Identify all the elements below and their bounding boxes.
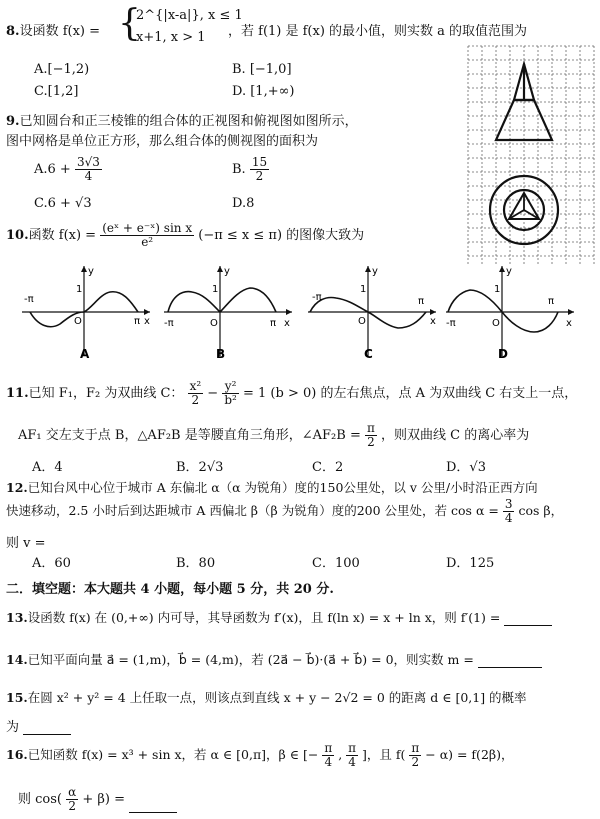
q16-line1a: 已知函数 f(x) = x³ + sin x，若 α ∈ [0,π]，β ∈ [− (27, 747, 319, 763)
q10-graph-b-label: B (216, 347, 226, 361)
q16-line1b: ]，且 f( (362, 747, 406, 763)
q9-line1-text: 已知圆台和正三棱锥的组合体的正视图和俯视图如图所示， (19, 114, 358, 129)
q10-graph-a-origin: O (74, 316, 82, 327)
q10-graph-a-x: x (144, 316, 150, 327)
section-2-header: 二．填空题：本大题共 4 小题，每小题 5 分，共 20 分. (6, 582, 334, 597)
q10-graph-d-y: y (506, 266, 512, 277)
q15-answer-blank[interactable] (23, 722, 71, 735)
q11-frac-y (222, 380, 239, 407)
q9-option-b-den: 2 (255, 169, 264, 184)
q11-option-c: C．2 (312, 460, 344, 475)
q12-option-a: A．60 (32, 556, 71, 571)
q11-number: 11. (6, 386, 29, 402)
q10-graph-d-x: x (566, 318, 572, 329)
q13-text: 设函数 f(x) 在 (0,+∞) 内可导，其导函数为 f′(x)，且 f(ln x) = x + ln x，则 f′(1) = (27, 610, 501, 625)
q13-answer-blank[interactable] (504, 613, 552, 626)
q8-case2: x+1, x > 1 (136, 30, 206, 45)
q12-line3: 则 v = (6, 536, 46, 551)
q10-graph-c-origin: O (358, 316, 366, 327)
q16-frac-pi2-den: 2 (411, 755, 420, 770)
q9-option-a-den: 4 (84, 169, 93, 184)
q11-minus: − (207, 386, 219, 402)
q9-option-a-fraction (75, 156, 102, 183)
q10-graph-b-y: y (224, 266, 230, 277)
q8-option-b: B. [−1,0] (232, 62, 292, 77)
q9-option-c: C.6 + √3 (34, 196, 92, 211)
q15-line2 (6, 716, 71, 735)
q10-graph-b (158, 260, 298, 360)
q11-line1b: = 1 (b > 0) 的左右焦点，点 A 为双曲线 C 右支上一点， (242, 386, 578, 402)
q10-graph-d-origin: O (492, 318, 500, 329)
q12-frac-den: 4 (504, 511, 513, 526)
q16-frac-pi2-num: π (411, 741, 420, 755)
q10-stem-a: 函数 f(x) = (28, 228, 97, 244)
q11-frac-angle (365, 422, 377, 449)
q12-line1 (6, 478, 538, 496)
q12-line2a: 快速移动，2.5 小时后到达距城市 A 西偏北 β（β 为锐角）度的200 公里处，若 cos α = (6, 503, 499, 519)
q10-graph-c-one: 1 (360, 284, 367, 295)
q12-line1-text: 已知台风中心位于城市 A 东偏北 α（α 为锐角）度的150公里处，以 v 公里/小时沿正西方向 (27, 480, 538, 495)
q8-stem-a: 设函数 f(x) = (19, 24, 101, 39)
q15-line1-text: 在圆 x² + y² = 4 上任取一点，则该点到直线 x + y − 2√2 = 0 的距离 d ∈ [0,1] 的概率 (27, 690, 527, 705)
q11-line2b: ，则双曲线 C 的离心率为 (381, 428, 530, 444)
q16-line2a: 则 cos( (18, 792, 62, 808)
q11-line1a: 已知 F₁，F₂ 为双曲线 C： (28, 386, 184, 402)
q10-graph-a-left-tick: -π (24, 294, 34, 305)
q13-line (6, 608, 552, 626)
q13-number: 13. (6, 610, 28, 625)
q10-graph-b-one: 1 (212, 284, 219, 295)
q10-graph-c-label: C (364, 347, 373, 361)
q10-frac-den: e² (141, 235, 154, 250)
q16-frac-alpha2-num: α (68, 785, 77, 799)
q10-graph-d (440, 260, 580, 360)
q9-option-d: D.8 (232, 196, 255, 211)
q10-graph-a (16, 260, 156, 360)
q9-grid-lines (468, 46, 594, 264)
q10-graph-d-left-tick: -π (446, 318, 456, 329)
q10-graph-a-y: y (88, 266, 94, 277)
q8-brace: { (118, 3, 141, 44)
q11-frac-x-num: x² (189, 379, 202, 393)
q12-number: 12. (6, 480, 28, 495)
q16-line2 (18, 786, 177, 813)
q9-option-b (232, 156, 269, 183)
q11-frac-x-den: 2 (191, 393, 200, 408)
q12-option-b: B．80 (176, 556, 216, 571)
q8-case1: 2^{|x-a|}, x ≤ 1 (136, 8, 243, 23)
q11-frac-y-num: y² (222, 380, 239, 394)
q11-line2a: AF₁ 交左支于点 B，△AF₂B 是等腰直角三角形，∠AF₂B = (18, 428, 361, 444)
q9-option-a-num: 3√3 (76, 155, 100, 169)
q11-line1 (6, 380, 577, 407)
q10-graph-d-right-tick: π (548, 296, 555, 307)
q9-option-b-num: 15 (251, 155, 268, 169)
q10-graph-c (302, 260, 442, 360)
q12-option-d: D．125 (446, 556, 495, 571)
q9-line1 (6, 110, 358, 129)
q10-graph-d-one: 1 (494, 284, 501, 295)
q10-fraction (100, 222, 194, 249)
q16-frac-pi4-a (322, 742, 334, 769)
q11-frac-angle-num: π (366, 421, 375, 435)
q16-answer-blank[interactable] (129, 800, 177, 813)
q11-option-b: B．2√3 (176, 460, 224, 475)
q14-line (6, 650, 542, 668)
q8-number: 8. (6, 24, 20, 39)
q10-graph-b-right-tick: π (270, 318, 277, 329)
q10-graph-b-x: x (284, 318, 290, 329)
q16-number: 16. (6, 747, 28, 763)
q11-option-a: A．4 (32, 460, 63, 475)
q9-number: 9. (6, 114, 20, 129)
q16-frac-alpha2-den: 2 (68, 799, 76, 814)
q12-line2b: cos β， (518, 503, 564, 519)
q10-stem-b: (−π ≤ x ≤ π) 的图像大致为 (198, 228, 365, 244)
q10-graph-c-y: y (372, 266, 378, 277)
q10-line (6, 222, 364, 249)
q9-grid-figure (468, 46, 594, 264)
q11-option-d: D．√3 (446, 460, 486, 475)
q8-option-d: D. [1,+∞) (232, 84, 295, 99)
q12-frac-num: 3 (504, 497, 513, 511)
q12-frac (503, 498, 515, 525)
q9-option-a-prefix: A.6 + (34, 162, 71, 178)
q16-frac-pi4-b-den: 4 (348, 755, 356, 770)
q11-frac-y-den: b² (224, 393, 237, 408)
q10-graph-a-label: A (80, 347, 90, 361)
q14-number: 14. (6, 652, 28, 667)
q15-line2-text: 为 (6, 720, 20, 735)
q8-option-c: C.[1,2] (34, 84, 79, 99)
q8-stem-b: ，若 f(1) 是 f(x) 的最小值，则实数 a 的取值范围为 (228, 24, 528, 39)
q10-graph-d-label: D (498, 347, 508, 361)
q16-frac-pi4-b-num: π (348, 741, 357, 755)
q16-frac-alpha2 (66, 786, 78, 813)
q16-comma: , (338, 747, 343, 763)
q10-frac-num: (eˣ + e⁻ˣ) sin x (102, 221, 193, 235)
q16-frac-pi4-a-num: π (324, 741, 333, 755)
q8-option-a: A.[−1,2) (34, 62, 90, 77)
q14-answer-blank[interactable] (478, 655, 542, 668)
q12-option-c: C．100 (312, 556, 360, 571)
q15-line1 (6, 688, 527, 706)
q11-line2 (18, 422, 529, 449)
q9-option-a (34, 156, 102, 183)
q16-line2b: + β) = (82, 792, 126, 808)
q16-line1c: − α) = f(2β)， (425, 747, 514, 763)
q16-line1 (6, 742, 514, 769)
q16-frac-pi4-a-den: 4 (324, 755, 333, 770)
q10-number: 10. (6, 228, 29, 244)
q16-frac-pi2 (409, 742, 421, 769)
q10-graph-b-left-tick: -π (164, 318, 174, 329)
q15-number: 15. (6, 690, 28, 705)
q9-line2: 图中网格是单位正方形，那么组合体的侧视图的面积为 (6, 134, 319, 149)
q14-text: 已知平面向量 a⃗ = (1,m)，b⃗ = (4,m)，若 (2a⃗ − b⃗)·(a⃗ + b⃗) = 0，则实数 m = (27, 652, 474, 667)
q16-frac-pi4-b (346, 742, 358, 769)
q10-graph-a-right-tick: π (134, 316, 141, 327)
q8-line (6, 20, 100, 39)
q10-graph-a-one: 1 (76, 284, 83, 295)
q11-frac-x (188, 380, 204, 407)
q10-graph-c-left-tick: -π (312, 292, 322, 303)
q10-graph-c-right-tick: π (418, 296, 425, 307)
q12-line2 (6, 498, 563, 525)
q10-graph-b-origin: O (210, 318, 218, 329)
q9-option-b-fraction (250, 156, 269, 183)
q11-frac-angle-den: 2 (367, 435, 375, 450)
q10-graph-c-x: x (430, 316, 436, 327)
q9-option-b-prefix: B. (232, 162, 246, 178)
